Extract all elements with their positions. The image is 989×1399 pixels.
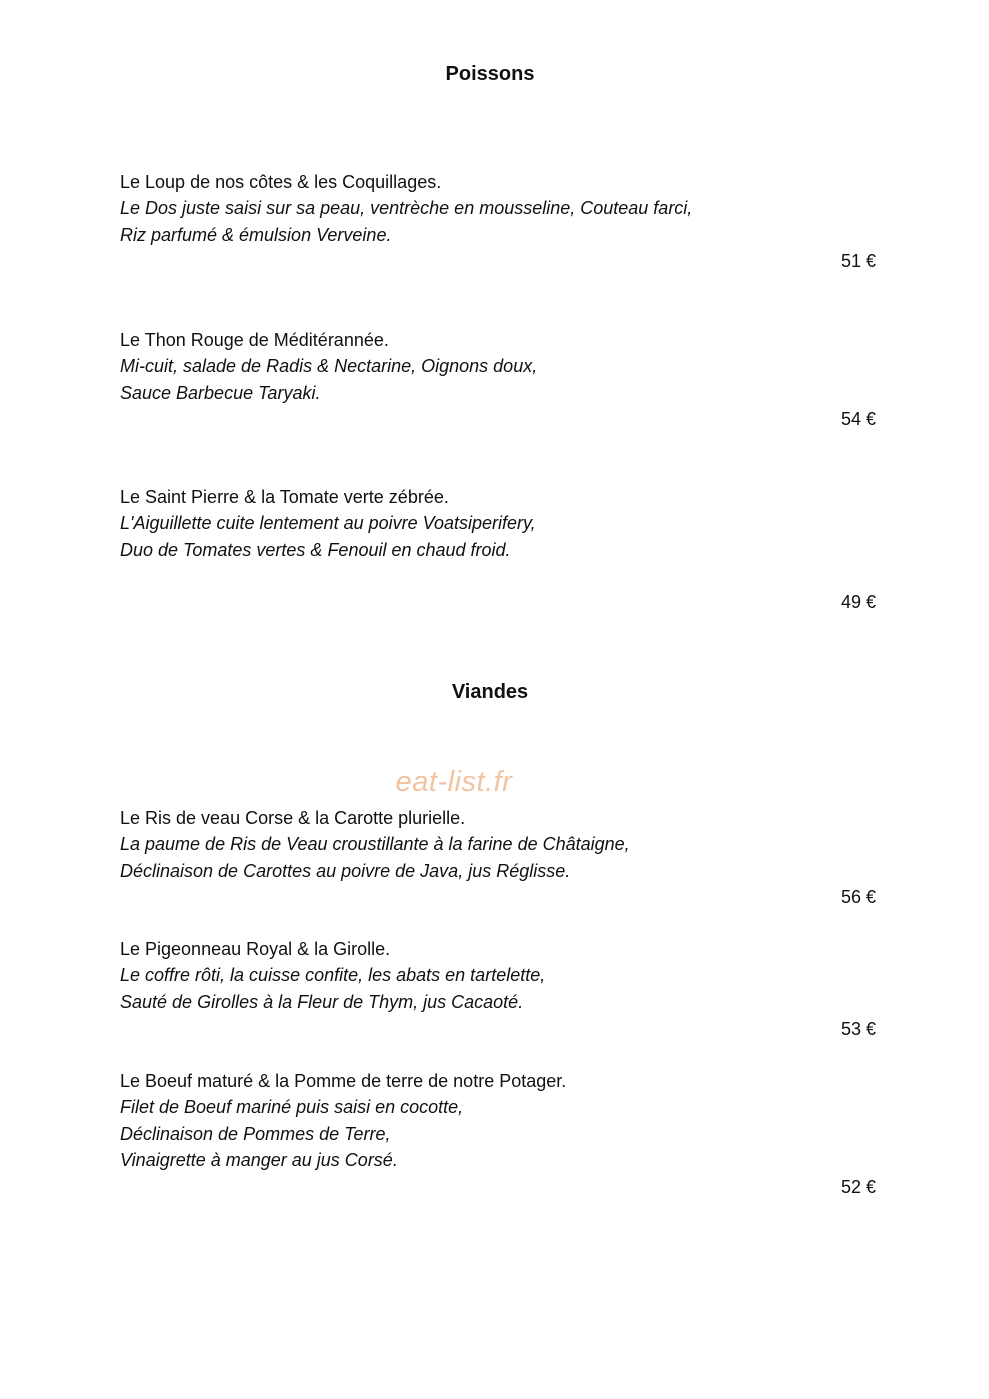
section-title-viandes: Viandes — [451, 681, 529, 703]
dish-description-line: Duo de Tomates vertes & Fenouil en chaud froid. — [120, 539, 511, 560]
dish-loup — [120, 169, 880, 248]
dish-name: Le Pigeonneau Royal & la Girolle. — [120, 939, 391, 959]
watermark: eat-list.fr — [395, 766, 513, 798]
dish-price: 56 € — [840, 887, 876, 907]
dish-name: Le Saint Pierre & la Tomate verte zébrée. — [120, 487, 449, 507]
dish-description-line: Le coffre rôti, la cuisse confite, les abats en tartelette, — [120, 965, 546, 986]
dish-description-line: Riz parfumé & émulsion Verveine. — [120, 224, 392, 245]
dish-boeuf — [120, 1068, 880, 1173]
section-title-poissons: Poissons — [445, 63, 535, 85]
dish-saint-pierre — [120, 484, 880, 563]
dish-name: Le Ris de veau Corse & la Carotte plurielle. — [120, 808, 466, 828]
dish-thon — [120, 327, 880, 406]
dish-description-line: Le Dos juste saisi sur sa peau, ventrèche en mousseline, Couteau farci, — [120, 198, 693, 219]
dish-price: 52 € — [840, 1177, 876, 1197]
dish-name: Le Loup de nos côtes & les Coquillages. — [120, 172, 442, 192]
dish-description-line: Vinaigrette à manger au jus Corsé. — [120, 1149, 398, 1170]
dish-price: 51 € — [840, 251, 876, 271]
dish-description-line: Sauté de Girolles à la Fleur de Thym, jus Cacaoté. — [120, 991, 524, 1012]
dish-description-line: L'Aiguillette cuite lentement au poivre Voatsiperifery, — [120, 513, 536, 534]
dish-description-line: La paume de Ris de Veau croustillante à la farine de Châtaigne, — [120, 834, 630, 855]
dish-ris-de-veau — [120, 805, 880, 884]
dish-name: Le Thon Rouge de Méditérannée. — [120, 330, 389, 350]
dish-description-line: Filet de Boeuf mariné puis saisi en cocotte, — [120, 1097, 464, 1118]
dish-price: 49 € — [840, 592, 876, 612]
dish-price: 53 € — [840, 1019, 876, 1039]
dish-pigeonneau — [120, 936, 880, 1015]
dish-description-line: Sauce Barbecue Taryaki. — [120, 382, 321, 403]
dish-price: 54 € — [840, 409, 876, 429]
dish-description-line: Déclinaison de Carottes au poivre de Java, jus Réglisse. — [120, 860, 571, 881]
dish-description-line: Mi-cuit, salade de Radis & Nectarine, Oignons doux, — [120, 356, 538, 377]
dish-name: Le Boeuf maturé & la Pomme de terre de notre Potager. — [120, 1071, 567, 1091]
dish-description-line: Déclinaison de Pommes de Terre, — [120, 1123, 391, 1144]
